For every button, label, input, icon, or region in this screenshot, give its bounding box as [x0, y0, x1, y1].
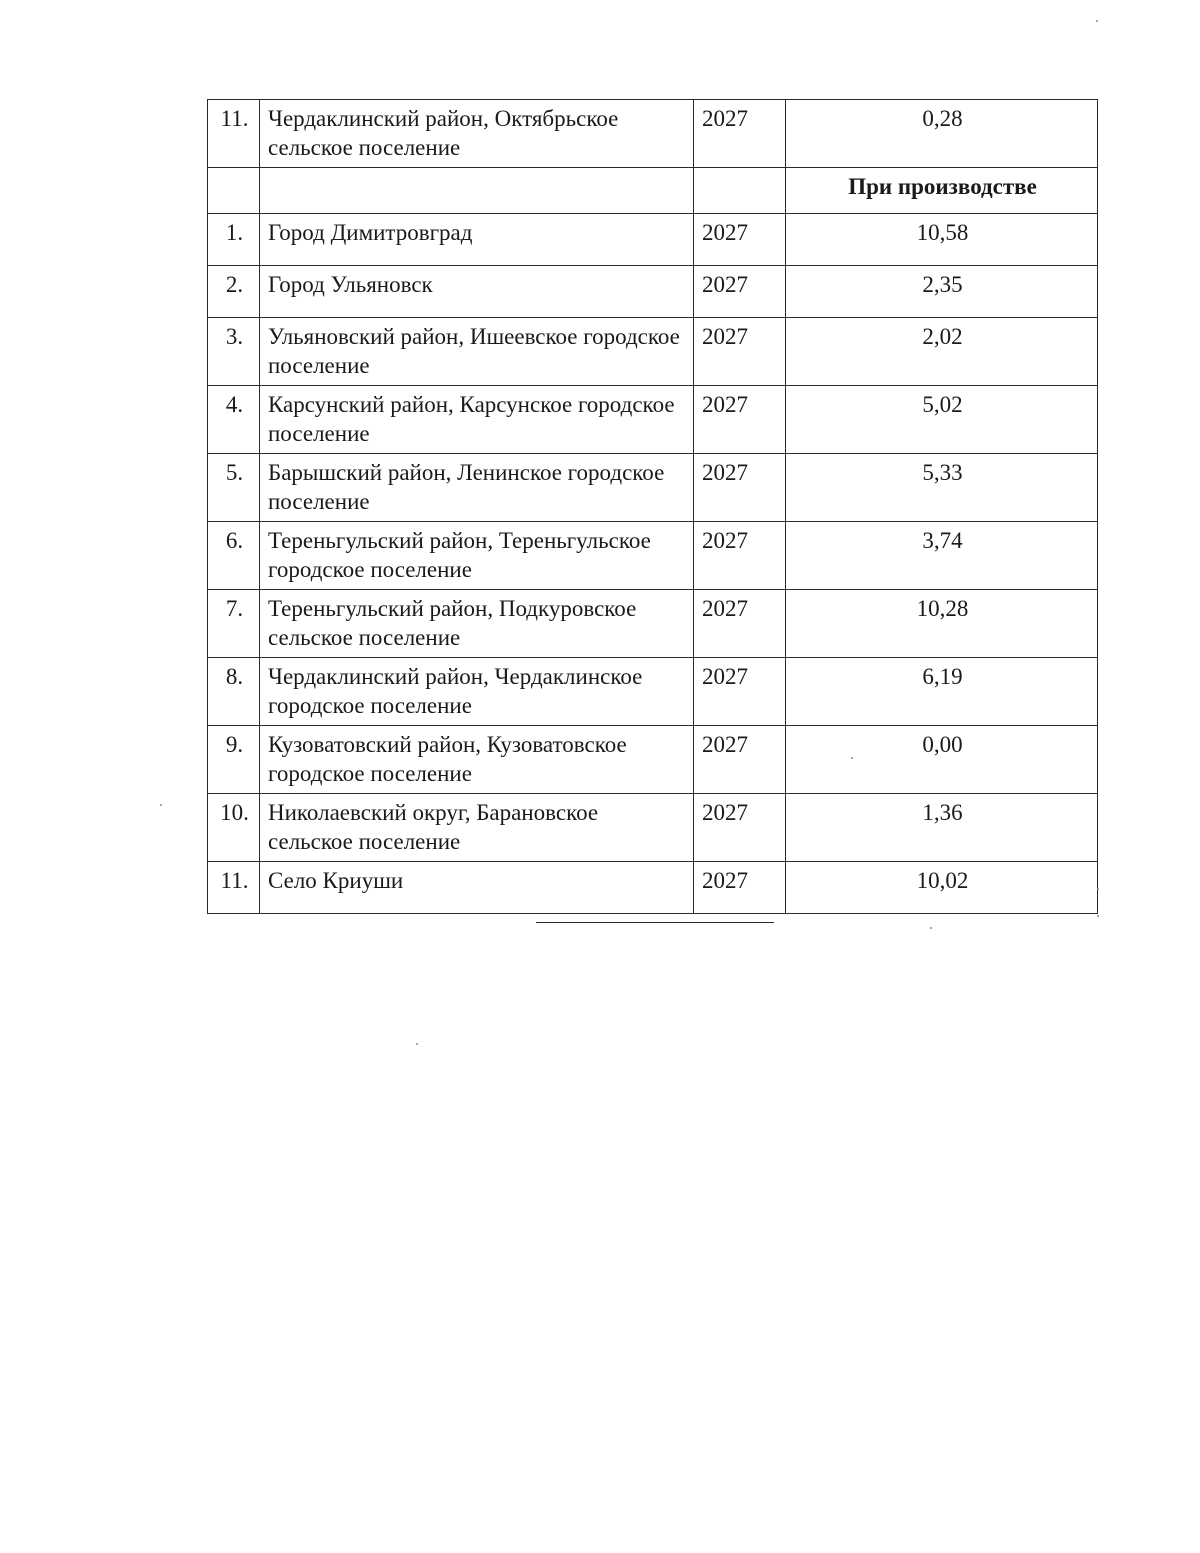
table-row: [208, 726, 1098, 794]
row-number: 8.: [208, 658, 260, 726]
closing-rule: [536, 922, 774, 923]
territory-name: Село Криуши: [260, 862, 694, 914]
row-number: 4.: [208, 386, 260, 454]
row-number: 2.: [208, 266, 260, 318]
value-cell: 10,02: [786, 862, 1098, 914]
table-row: [208, 522, 1098, 590]
year-cell: 2027: [694, 658, 786, 726]
empty-cell: [260, 168, 694, 214]
value-cell: 10,28: [786, 590, 1098, 658]
table-row: [208, 794, 1098, 862]
value-cell: 6,19: [786, 658, 1098, 726]
table-row: [208, 454, 1098, 522]
table-row: [208, 100, 1098, 168]
territory-name: Тереньгульский район, Подкуровское сельское поселение: [260, 590, 694, 658]
table-row: [208, 658, 1098, 726]
value-cell: 1,36: [786, 794, 1098, 862]
row-number: 11.: [208, 100, 260, 168]
row-number: 7.: [208, 590, 260, 658]
territory-name: Тереньгульский район, Тереньгульское городское поселение: [260, 522, 694, 590]
table-row: [208, 318, 1098, 386]
year-cell: 2027: [694, 590, 786, 658]
scan-speck: [930, 927, 932, 929]
territory-name: Чердаклинский район, Октябрьское сельское поселение: [260, 100, 694, 168]
territory-name: Город Ульяновск: [260, 266, 694, 318]
scan-speck: [1096, 20, 1098, 22]
territory-name: Барышский район, Ленинское городское поселение: [260, 454, 694, 522]
empty-cell: [208, 168, 260, 214]
value-cell: 3,74: [786, 522, 1098, 590]
value-cell: 5,02: [786, 386, 1098, 454]
year-cell: 2027: [694, 318, 786, 386]
section-header: При производстве: [786, 168, 1098, 214]
year-cell: 2027: [694, 726, 786, 794]
table-row: [208, 590, 1098, 658]
value-cell: 0,00: [786, 726, 1098, 794]
value-cell: 0,28: [786, 100, 1098, 168]
table-row: [208, 214, 1098, 266]
data-table: [207, 99, 1098, 914]
territory-name: Николаевский округ, Барановское сельское поселение: [260, 794, 694, 862]
scan-speck: [160, 804, 162, 806]
row-number: 6.: [208, 522, 260, 590]
year-cell: 2027: [694, 454, 786, 522]
territory-name: Ульяновский район, Ишеевское городское поселение: [260, 318, 694, 386]
empty-cell: [694, 168, 786, 214]
row-number: 11.: [208, 862, 260, 914]
scan-speck: [416, 1043, 418, 1045]
year-cell: 2027: [694, 386, 786, 454]
year-cell: 2027: [694, 862, 786, 914]
value-cell: 2,02: [786, 318, 1098, 386]
year-cell: 2027: [694, 794, 786, 862]
territory-name: Город Димитровград: [260, 214, 694, 266]
scan-speck: [1097, 888, 1099, 890]
row-number: 9.: [208, 726, 260, 794]
year-cell: 2027: [694, 214, 786, 266]
table-row: [208, 386, 1098, 454]
table-row: [208, 266, 1098, 318]
section-header-row: [208, 168, 1098, 214]
value-cell: 5,33: [786, 454, 1098, 522]
table-row: [208, 862, 1098, 914]
territory-name: Кузоватовский район, Кузоватовское городское поселение: [260, 726, 694, 794]
year-cell: 2027: [694, 522, 786, 590]
row-number: 5.: [208, 454, 260, 522]
row-number: 1.: [208, 214, 260, 266]
territory-name: Карсунский район, Карсунское городское поселение: [260, 386, 694, 454]
scan-speck: [1097, 915, 1099, 917]
year-cell: 2027: [694, 266, 786, 318]
row-number: 10.: [208, 794, 260, 862]
year-cell: 2027: [694, 100, 786, 168]
territory-name: Чердаклинский район, Чердаклинское городское поселение: [260, 658, 694, 726]
row-number: 3.: [208, 318, 260, 386]
value-cell: 2,35: [786, 266, 1098, 318]
value-cell: 10,58: [786, 214, 1098, 266]
scan-speck: [851, 757, 853, 759]
